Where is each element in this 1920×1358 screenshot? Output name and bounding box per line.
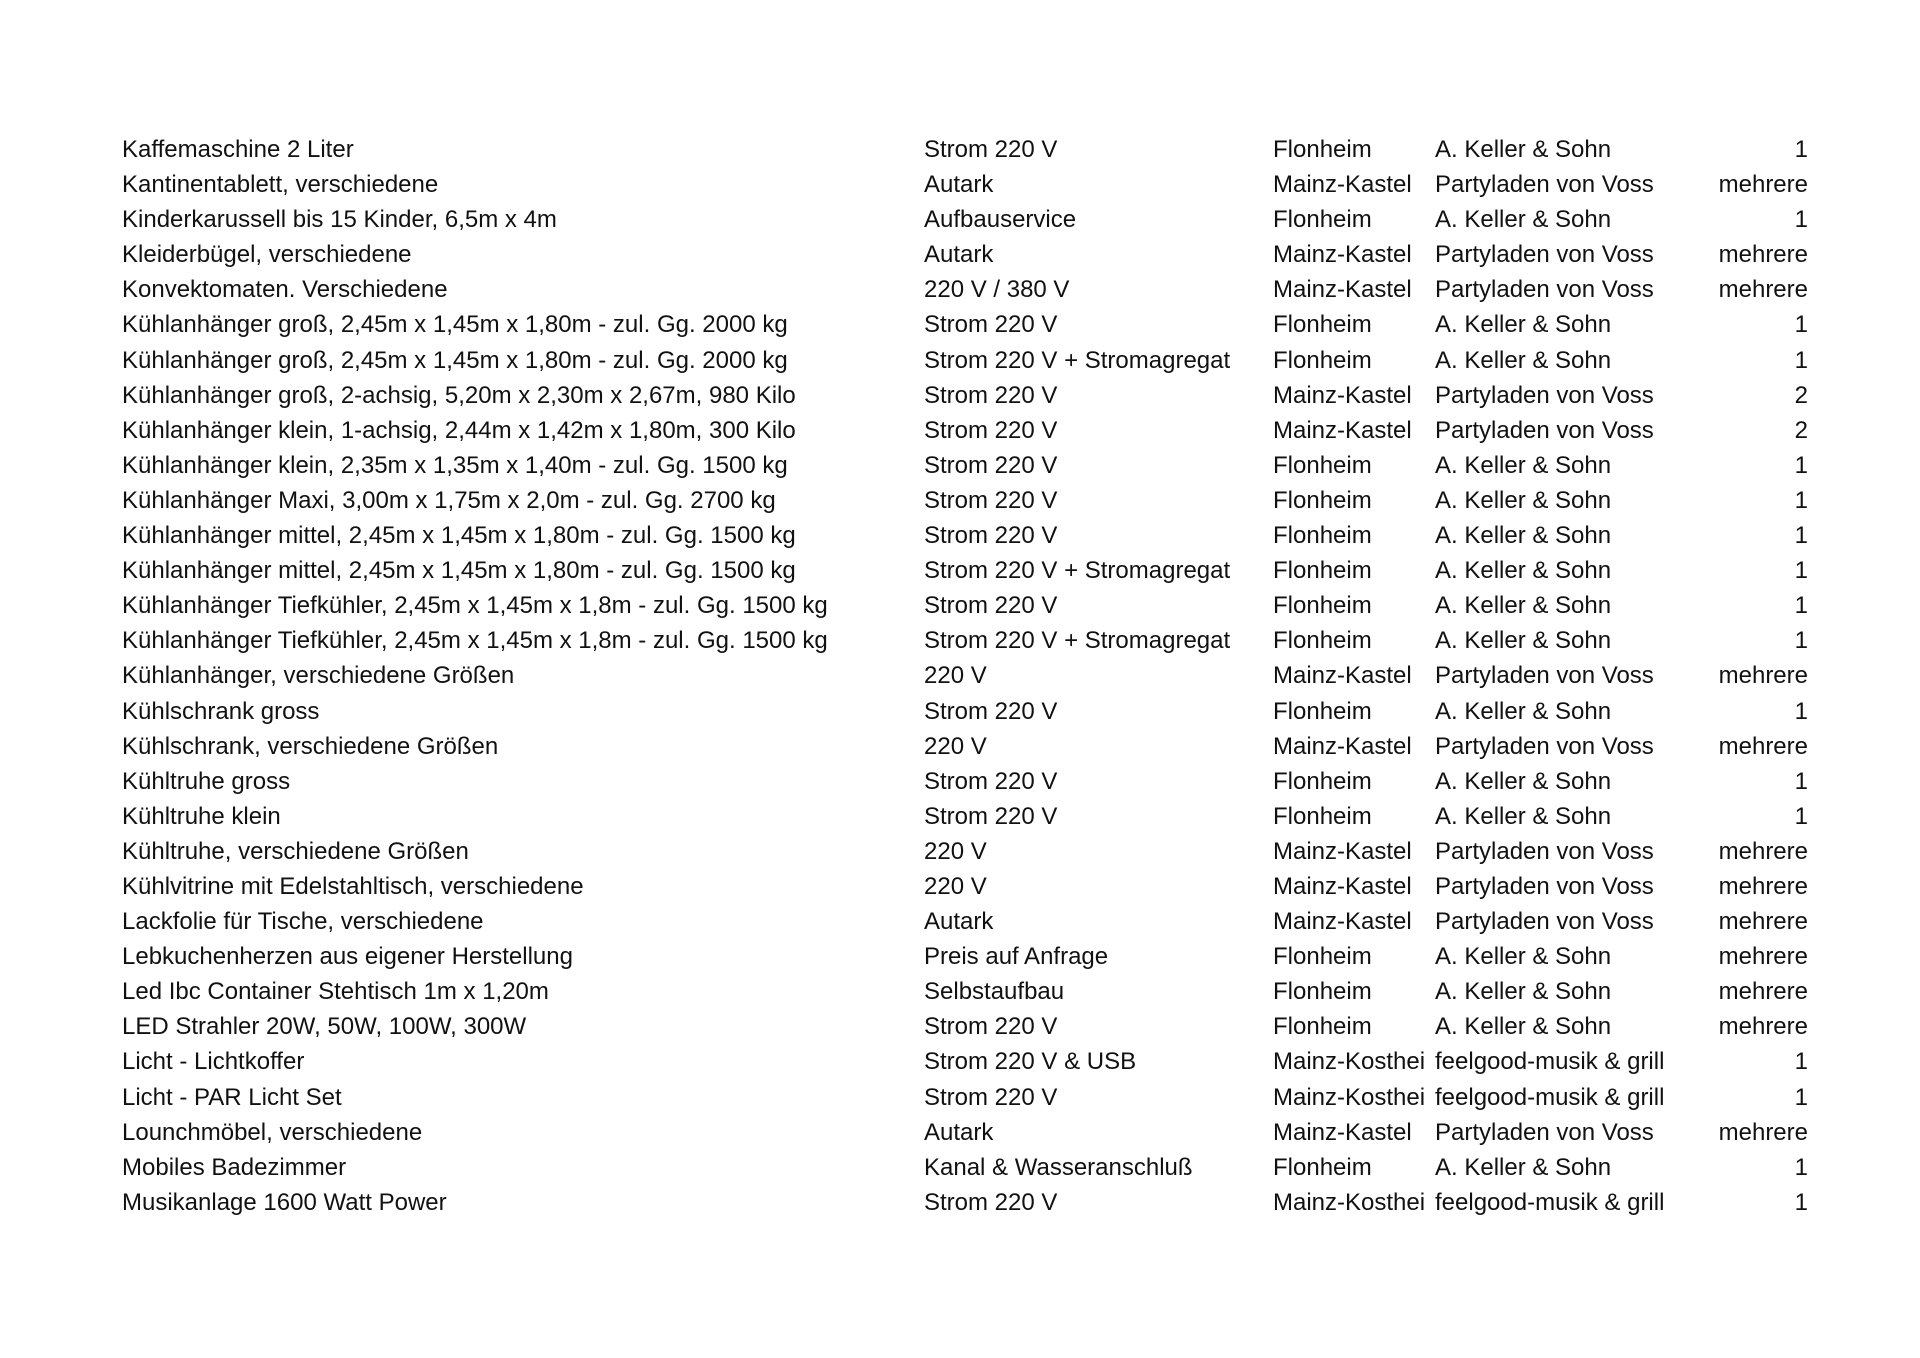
quantity: 1 bbox=[1794, 451, 1808, 479]
location: Flonheim bbox=[1273, 767, 1372, 795]
vendor: Partyladen von Voss bbox=[1435, 908, 1654, 936]
power-requirement: Autark bbox=[924, 908, 994, 936]
power-requirement: Preis auf Anfrage bbox=[924, 943, 1109, 971]
quantity: 1 bbox=[1794, 486, 1808, 514]
table-row bbox=[122, 623, 1812, 658]
table-row bbox=[122, 1009, 1812, 1044]
quantity: 2 bbox=[1794, 416, 1808, 444]
power-requirement: Autark bbox=[924, 1118, 994, 1146]
item-name: Lounchmöbel, verschiedene bbox=[122, 1118, 423, 1146]
power-requirement: Strom 220 V bbox=[924, 802, 1058, 830]
item-name: Kühlanhänger mittel, 2,45m x 1,45m x 1,80m - zul. Gg. 1500 kg bbox=[122, 557, 796, 585]
item-name: Kühltruhe gross bbox=[122, 767, 291, 795]
quantity: 1 bbox=[1794, 1048, 1808, 1076]
item-name: Kantinentablett, verschiedene bbox=[122, 171, 439, 199]
quantity: 2 bbox=[1794, 381, 1808, 409]
location: Flonheim bbox=[1273, 311, 1372, 339]
vendor: Partyladen von Voss bbox=[1435, 732, 1654, 760]
quantity: mehrere bbox=[1718, 732, 1808, 760]
power-requirement: Strom 220 V bbox=[924, 451, 1058, 479]
item-name: Kühlanhänger mittel, 2,45m x 1,45m x 1,80m - zul. Gg. 1500 kg bbox=[122, 522, 796, 550]
location: Flonheim bbox=[1273, 697, 1372, 725]
location: Flonheim bbox=[1273, 1013, 1372, 1041]
power-requirement: Strom 220 V bbox=[924, 697, 1058, 725]
item-name: Kleiderbügel, verschiedene bbox=[122, 241, 412, 269]
table-row bbox=[122, 378, 1812, 413]
vendor: A. Keller & Sohn bbox=[1435, 1013, 1612, 1041]
table-row bbox=[122, 1185, 1812, 1220]
location: Flonheim bbox=[1273, 627, 1372, 655]
vendor: feelgood-musik & grill bbox=[1435, 1048, 1665, 1076]
table-row bbox=[122, 939, 1812, 974]
vendor: Partyladen von Voss bbox=[1435, 872, 1654, 900]
vendor: Partyladen von Voss bbox=[1435, 171, 1654, 199]
vendor: A. Keller & Sohn bbox=[1435, 346, 1612, 374]
location: Flonheim bbox=[1273, 592, 1372, 620]
location: Mainz-Kastel bbox=[1273, 837, 1412, 865]
vendor: Partyladen von Voss bbox=[1435, 416, 1654, 444]
vendor: A. Keller & Sohn bbox=[1435, 697, 1612, 725]
power-requirement: 220 V bbox=[924, 837, 987, 865]
table-row bbox=[122, 764, 1812, 799]
vendor: A. Keller & Sohn bbox=[1435, 1153, 1612, 1181]
table-row bbox=[122, 1150, 1812, 1185]
item-name: Mobiles Badezimmer bbox=[122, 1153, 347, 1181]
item-name: Kühlanhänger groß, 2,45m x 1,45m x 1,80m - zul. Gg. 2000 kg bbox=[122, 346, 788, 374]
item-name: Led Ibc Container Stehtisch 1m x 1,20m bbox=[122, 978, 549, 1006]
location: Mainz-Kosthei bbox=[1273, 1188, 1426, 1216]
table-row bbox=[122, 694, 1812, 729]
quantity: mehrere bbox=[1718, 978, 1808, 1006]
location: Mainz-Kastel bbox=[1273, 416, 1412, 444]
item-name: Kühlanhänger groß, 2-achsig, 5,20m x 2,30m x 2,67m, 980 Kilo bbox=[122, 381, 796, 409]
vendor: Partyladen von Voss bbox=[1435, 276, 1654, 304]
item-name: Kühlanhänger klein, 2,35m x 1,35m x 1,40m - zul. Gg. 1500 kg bbox=[122, 451, 788, 479]
power-requirement: Autark bbox=[924, 171, 994, 199]
location: Mainz-Kastel bbox=[1273, 1118, 1412, 1146]
item-name: Licht - PAR Licht Set bbox=[122, 1083, 342, 1111]
table-row bbox=[122, 799, 1812, 834]
location: Mainz-Kosthei bbox=[1273, 1083, 1426, 1111]
quantity: 1 bbox=[1794, 1083, 1808, 1111]
item-name: Musikanlage 1600 Watt Power bbox=[122, 1188, 447, 1216]
table-row bbox=[122, 448, 1812, 483]
item-name: Kühlanhänger Tiefkühler, 2,45m x 1,45m x 1,8m - zul. Gg. 1500 kg bbox=[122, 627, 828, 655]
vendor: Partyladen von Voss bbox=[1435, 662, 1654, 690]
quantity: 1 bbox=[1794, 522, 1808, 550]
vendor: A. Keller & Sohn bbox=[1435, 627, 1612, 655]
power-requirement: Strom 220 V + Stromagregat bbox=[924, 627, 1231, 655]
quantity: 1 bbox=[1794, 697, 1808, 725]
power-requirement: Aufbauservice bbox=[924, 206, 1077, 234]
quantity: 1 bbox=[1794, 1153, 1808, 1181]
power-requirement: 220 V bbox=[924, 662, 987, 690]
item-name: Kühltruhe klein bbox=[122, 802, 281, 830]
quantity: mehrere bbox=[1718, 1013, 1808, 1041]
vendor: feelgood-musik & grill bbox=[1435, 1083, 1665, 1111]
item-name: Kühlanhänger Tiefkühler, 2,45m x 1,45m x 1,8m - zul. Gg. 1500 kg bbox=[122, 592, 828, 620]
vendor: Partyladen von Voss bbox=[1435, 381, 1654, 409]
power-requirement: Strom 220 V + Stromagregat bbox=[924, 346, 1231, 374]
vendor: A. Keller & Sohn bbox=[1435, 978, 1612, 1006]
quantity: mehrere bbox=[1718, 1118, 1808, 1146]
table-row bbox=[122, 869, 1812, 904]
item-name: Licht - Lichtkoffer bbox=[122, 1048, 305, 1076]
quantity: mehrere bbox=[1718, 872, 1808, 900]
table-row bbox=[122, 553, 1812, 588]
quantity: 1 bbox=[1794, 346, 1808, 374]
quantity: 1 bbox=[1794, 557, 1808, 585]
quantity: 1 bbox=[1794, 592, 1808, 620]
quantity: mehrere bbox=[1718, 908, 1808, 936]
power-requirement: Strom 220 V bbox=[924, 486, 1058, 514]
table-row bbox=[122, 343, 1812, 378]
power-requirement: 220 V / 380 V bbox=[924, 276, 1070, 304]
power-requirement: Kanal & Wasseranschluß bbox=[924, 1153, 1193, 1181]
power-requirement: 220 V bbox=[924, 872, 987, 900]
item-name: Kühlschrank, verschiedene Größen bbox=[122, 732, 499, 760]
table-row bbox=[122, 1080, 1812, 1115]
quantity: mehrere bbox=[1718, 662, 1808, 690]
table-row bbox=[122, 1115, 1812, 1150]
vendor: A. Keller & Sohn bbox=[1435, 557, 1612, 585]
quantity: 1 bbox=[1794, 767, 1808, 795]
quantity: mehrere bbox=[1718, 837, 1808, 865]
item-name: Kühlanhänger, verschiedene Größen bbox=[122, 662, 515, 690]
table-row bbox=[122, 167, 1812, 202]
vendor: A. Keller & Sohn bbox=[1435, 206, 1612, 234]
location: Mainz-Kastel bbox=[1273, 381, 1412, 409]
vendor: Partyladen von Voss bbox=[1435, 241, 1654, 269]
vendor: Partyladen von Voss bbox=[1435, 1118, 1654, 1146]
quantity: 1 bbox=[1794, 311, 1808, 339]
power-requirement: Strom 220 V bbox=[924, 522, 1058, 550]
location: Mainz-Kastel bbox=[1273, 241, 1412, 269]
quantity: 1 bbox=[1794, 1188, 1808, 1216]
location: Flonheim bbox=[1273, 557, 1372, 585]
quantity: 1 bbox=[1794, 802, 1808, 830]
table-row bbox=[122, 202, 1812, 237]
table-row bbox=[122, 588, 1812, 623]
location: Mainz-Kosthei bbox=[1273, 1048, 1426, 1076]
item-name: Kühlschrank gross bbox=[122, 697, 320, 725]
vendor: A. Keller & Sohn bbox=[1435, 486, 1612, 514]
location: Flonheim bbox=[1273, 978, 1372, 1006]
power-requirement: Strom 220 V + Stromagregat bbox=[924, 557, 1231, 585]
table-row bbox=[122, 307, 1812, 342]
table-row bbox=[122, 658, 1812, 693]
quantity: mehrere bbox=[1718, 943, 1808, 971]
item-name: LED Strahler 20W, 50W, 100W, 300W bbox=[122, 1013, 527, 1041]
vendor: A. Keller & Sohn bbox=[1435, 592, 1612, 620]
vendor: A. Keller & Sohn bbox=[1435, 522, 1612, 550]
power-requirement: Strom 220 V bbox=[924, 1083, 1058, 1111]
vendor: A. Keller & Sohn bbox=[1435, 311, 1612, 339]
location: Mainz-Kastel bbox=[1273, 276, 1412, 304]
location: Flonheim bbox=[1273, 206, 1372, 234]
vendor: Partyladen von Voss bbox=[1435, 837, 1654, 865]
item-name: Kühlanhänger Maxi, 3,00m x 1,75m x 2,0m - zul. Gg. 2700 kg bbox=[122, 486, 776, 514]
item-name: Lackfolie für Tische, verschiedene bbox=[122, 908, 484, 936]
power-requirement: Strom 220 V bbox=[924, 416, 1058, 444]
power-requirement: Strom 220 V bbox=[924, 136, 1058, 163]
table-row bbox=[122, 237, 1812, 272]
item-name: Kühltruhe, verschiedene Größen bbox=[122, 837, 469, 865]
table-row bbox=[122, 518, 1812, 553]
rental-items-table bbox=[122, 132, 1812, 1220]
location: Flonheim bbox=[1273, 522, 1372, 550]
quantity: mehrere bbox=[1718, 171, 1808, 199]
location: Mainz-Kastel bbox=[1273, 662, 1412, 690]
vendor: A. Keller & Sohn bbox=[1435, 136, 1612, 163]
location: Mainz-Kastel bbox=[1273, 171, 1412, 199]
table-row bbox=[122, 904, 1812, 939]
location: Flonheim bbox=[1273, 1153, 1372, 1181]
table-row bbox=[122, 1044, 1812, 1079]
vendor: A. Keller & Sohn bbox=[1435, 451, 1612, 479]
location: Flonheim bbox=[1273, 802, 1372, 830]
item-name: Kaffemaschine 2 Liter bbox=[122, 136, 354, 163]
power-requirement: Autark bbox=[924, 241, 994, 269]
location: Flonheim bbox=[1273, 346, 1372, 374]
item-name: Kühlanhänger klein, 1-achsig, 2,44m x 1,42m x 1,80m, 300 Kilo bbox=[122, 416, 796, 444]
power-requirement: Strom 220 V & USB bbox=[924, 1048, 1137, 1076]
power-requirement: Strom 220 V bbox=[924, 311, 1058, 339]
power-requirement: Selbstaufbau bbox=[924, 978, 1065, 1006]
location: Mainz-Kastel bbox=[1273, 732, 1412, 760]
vendor: A. Keller & Sohn bbox=[1435, 802, 1612, 830]
item-name: Kühlanhänger groß, 2,45m x 1,45m x 1,80m - zul. Gg. 2000 kg bbox=[122, 311, 788, 339]
location: Flonheim bbox=[1273, 486, 1372, 514]
table-row bbox=[122, 729, 1812, 764]
table-row bbox=[122, 272, 1812, 307]
vendor: A. Keller & Sohn bbox=[1435, 943, 1612, 971]
table-row bbox=[122, 483, 1812, 518]
item-name: Konvektomaten. Verschiedene bbox=[122, 276, 448, 304]
quantity: 1 bbox=[1794, 136, 1808, 163]
table-row bbox=[122, 413, 1812, 448]
location: Flonheim bbox=[1273, 136, 1372, 163]
item-name: Kühlvitrine mit Edelstahltisch, verschiedene bbox=[122, 872, 584, 900]
power-requirement: Strom 220 V bbox=[924, 767, 1058, 795]
location: Mainz-Kastel bbox=[1273, 872, 1412, 900]
table-row bbox=[122, 974, 1812, 1009]
item-name: Kinderkarussell bis 15 Kinder, 6,5m x 4m bbox=[122, 206, 557, 234]
power-requirement: Strom 220 V bbox=[924, 1188, 1058, 1216]
location: Flonheim bbox=[1273, 451, 1372, 479]
quantity: mehrere bbox=[1718, 241, 1808, 269]
power-requirement: 220 V bbox=[924, 732, 987, 760]
table-row bbox=[122, 834, 1812, 869]
power-requirement: Strom 220 V bbox=[924, 1013, 1058, 1041]
table-row bbox=[122, 132, 1812, 167]
power-requirement: Strom 220 V bbox=[924, 381, 1058, 409]
quantity: mehrere bbox=[1718, 276, 1808, 304]
location: Flonheim bbox=[1273, 943, 1372, 971]
location: Mainz-Kastel bbox=[1273, 908, 1412, 936]
vendor: A. Keller & Sohn bbox=[1435, 767, 1612, 795]
power-requirement: Strom 220 V bbox=[924, 592, 1058, 620]
vendor: feelgood-musik & grill bbox=[1435, 1188, 1665, 1216]
item-name: Lebkuchenherzen aus eigener Herstellung bbox=[122, 943, 573, 971]
quantity: 1 bbox=[1794, 206, 1808, 234]
quantity: 1 bbox=[1794, 627, 1808, 655]
